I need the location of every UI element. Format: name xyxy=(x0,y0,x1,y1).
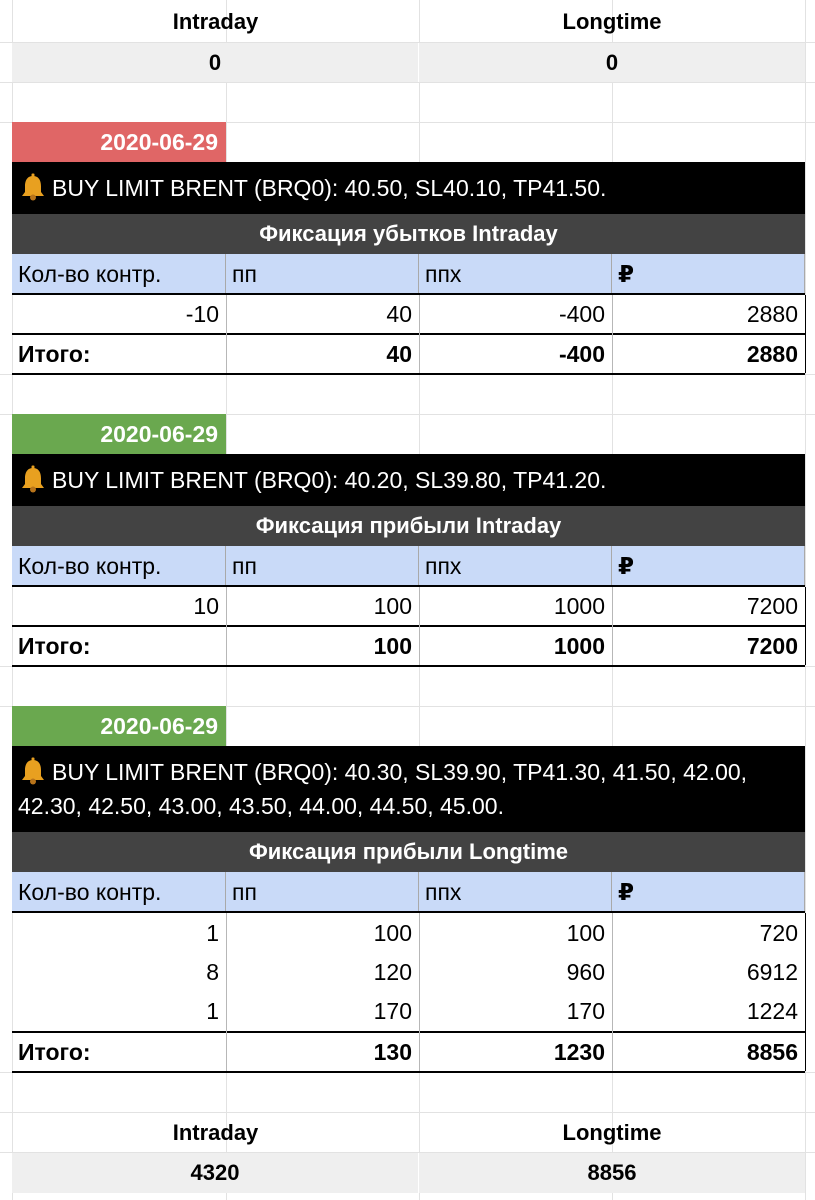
summary-top-value-longtime[interactable]: 0 xyxy=(419,43,805,82)
summary-top-value-intraday[interactable]: 0 xyxy=(12,43,418,82)
total-pp[interactable]: 100 xyxy=(373,632,412,659)
trade-date-cell[interactable]: 2020-06-29 xyxy=(12,414,226,454)
total-label[interactable]: Итого: xyxy=(18,632,91,659)
header-ppx[interactable]: ппх xyxy=(419,872,612,912)
signal-cell[interactable] xyxy=(12,162,805,214)
total-ppx[interactable]: 1230 xyxy=(553,1038,605,1065)
total-rub[interactable]: 8856 xyxy=(746,1038,798,1065)
section-title[interactable]: Фиксация прибыли Longtime xyxy=(12,832,805,872)
row-contracts[interactable]: 1 xyxy=(206,919,219,946)
header-contracts[interactable]: Кол-во контр. xyxy=(12,872,226,912)
total-rub[interactable]: 7200 xyxy=(746,632,798,659)
trade-date-cell[interactable]: 2020-06-29 xyxy=(12,706,226,746)
header-pp[interactable]: пп xyxy=(226,254,419,294)
row-contracts[interactable]: 8 xyxy=(206,959,219,985)
header-contracts[interactable]: Кол-во контр. xyxy=(12,254,226,294)
total-pp[interactable]: 130 xyxy=(373,1038,412,1065)
section-title[interactable]: Фиксация убытков Intraday xyxy=(12,214,805,254)
row-ppx[interactable]: -400 xyxy=(558,301,605,327)
section-title[interactable]: Фиксация прибыли Intraday xyxy=(12,506,805,546)
row-pp[interactable]: 120 xyxy=(373,959,412,985)
summary-bottom-label-longtime[interactable]: Longtime xyxy=(562,1119,662,1145)
header-ppx[interactable]: ппх xyxy=(419,546,612,586)
total-label[interactable]: Итого: xyxy=(18,340,91,367)
signal-cell[interactable] xyxy=(12,746,805,832)
row-contracts[interactable]: 10 xyxy=(193,593,219,619)
row-rub[interactable]: 2880 xyxy=(746,301,798,327)
summary-bottom-label-intraday[interactable]: Intraday xyxy=(172,1119,259,1145)
bell-icon xyxy=(18,757,48,785)
total-ppx[interactable]: -400 xyxy=(558,340,605,367)
total-pp[interactable]: 40 xyxy=(386,340,412,367)
trade-date-cell[interactable]: 2020-06-29 xyxy=(12,122,226,162)
row-rub[interactable]: 720 xyxy=(759,919,798,946)
header-pp[interactable]: пп xyxy=(226,872,419,912)
row-pp[interactable]: 40 xyxy=(386,301,412,327)
summary-bottom-value-intraday[interactable]: 4320 xyxy=(12,1153,418,1193)
header-ppx[interactable]: ппх xyxy=(419,254,612,294)
header-contracts[interactable]: Кол-во контр. xyxy=(12,546,226,586)
signal-text: BUY LIMIT BRENT (BRQ0): 40.50, SL40.10, TP41.50. xyxy=(52,175,607,201)
header-rub[interactable]: ₽ xyxy=(612,546,805,586)
summary-bottom-value-longtime[interactable]: 8856 xyxy=(419,1153,805,1193)
row-rub[interactable]: 6912 xyxy=(746,959,798,985)
row-ppx[interactable]: 170 xyxy=(566,998,605,1024)
row-pp[interactable]: 100 xyxy=(373,593,412,619)
summary-top-label-intraday[interactable]: Intraday xyxy=(172,9,259,34)
header-rub[interactable]: ₽ xyxy=(612,254,805,294)
header-pp[interactable]: пп xyxy=(226,546,419,586)
bell-icon xyxy=(18,465,48,493)
signal-text: BUY LIMIT BRENT (BRQ0): 40.30, SL39.90, TP41.30, 41.50, 42.00, 42.30, 42.50, 43.00, 43.50, 44.00, 44.50, 45.00. xyxy=(18,759,748,819)
header-rub[interactable]: ₽ xyxy=(612,872,805,912)
row-ppx[interactable]: 960 xyxy=(566,959,605,985)
row-pp[interactable]: 100 xyxy=(373,919,412,946)
total-label[interactable]: Итого: xyxy=(18,1038,91,1065)
row-ppx[interactable]: 100 xyxy=(566,919,605,946)
row-rub[interactable]: 7200 xyxy=(746,593,798,619)
row-ppx[interactable]: 1000 xyxy=(553,593,605,619)
total-ppx[interactable]: 1000 xyxy=(553,632,605,659)
row-rub[interactable]: 1224 xyxy=(746,998,798,1024)
summary-top-label-longtime[interactable]: Longtime xyxy=(562,9,662,34)
bell-icon xyxy=(18,173,48,201)
signal-cell[interactable] xyxy=(12,454,805,506)
row-contracts[interactable]: -10 xyxy=(185,301,219,327)
row-contracts[interactable]: 1 xyxy=(206,998,219,1024)
total-rub[interactable]: 2880 xyxy=(746,340,798,367)
signal-text: BUY LIMIT BRENT (BRQ0): 40.20, SL39.80, TP41.20. xyxy=(52,467,607,493)
row-pp[interactable]: 170 xyxy=(373,998,412,1024)
